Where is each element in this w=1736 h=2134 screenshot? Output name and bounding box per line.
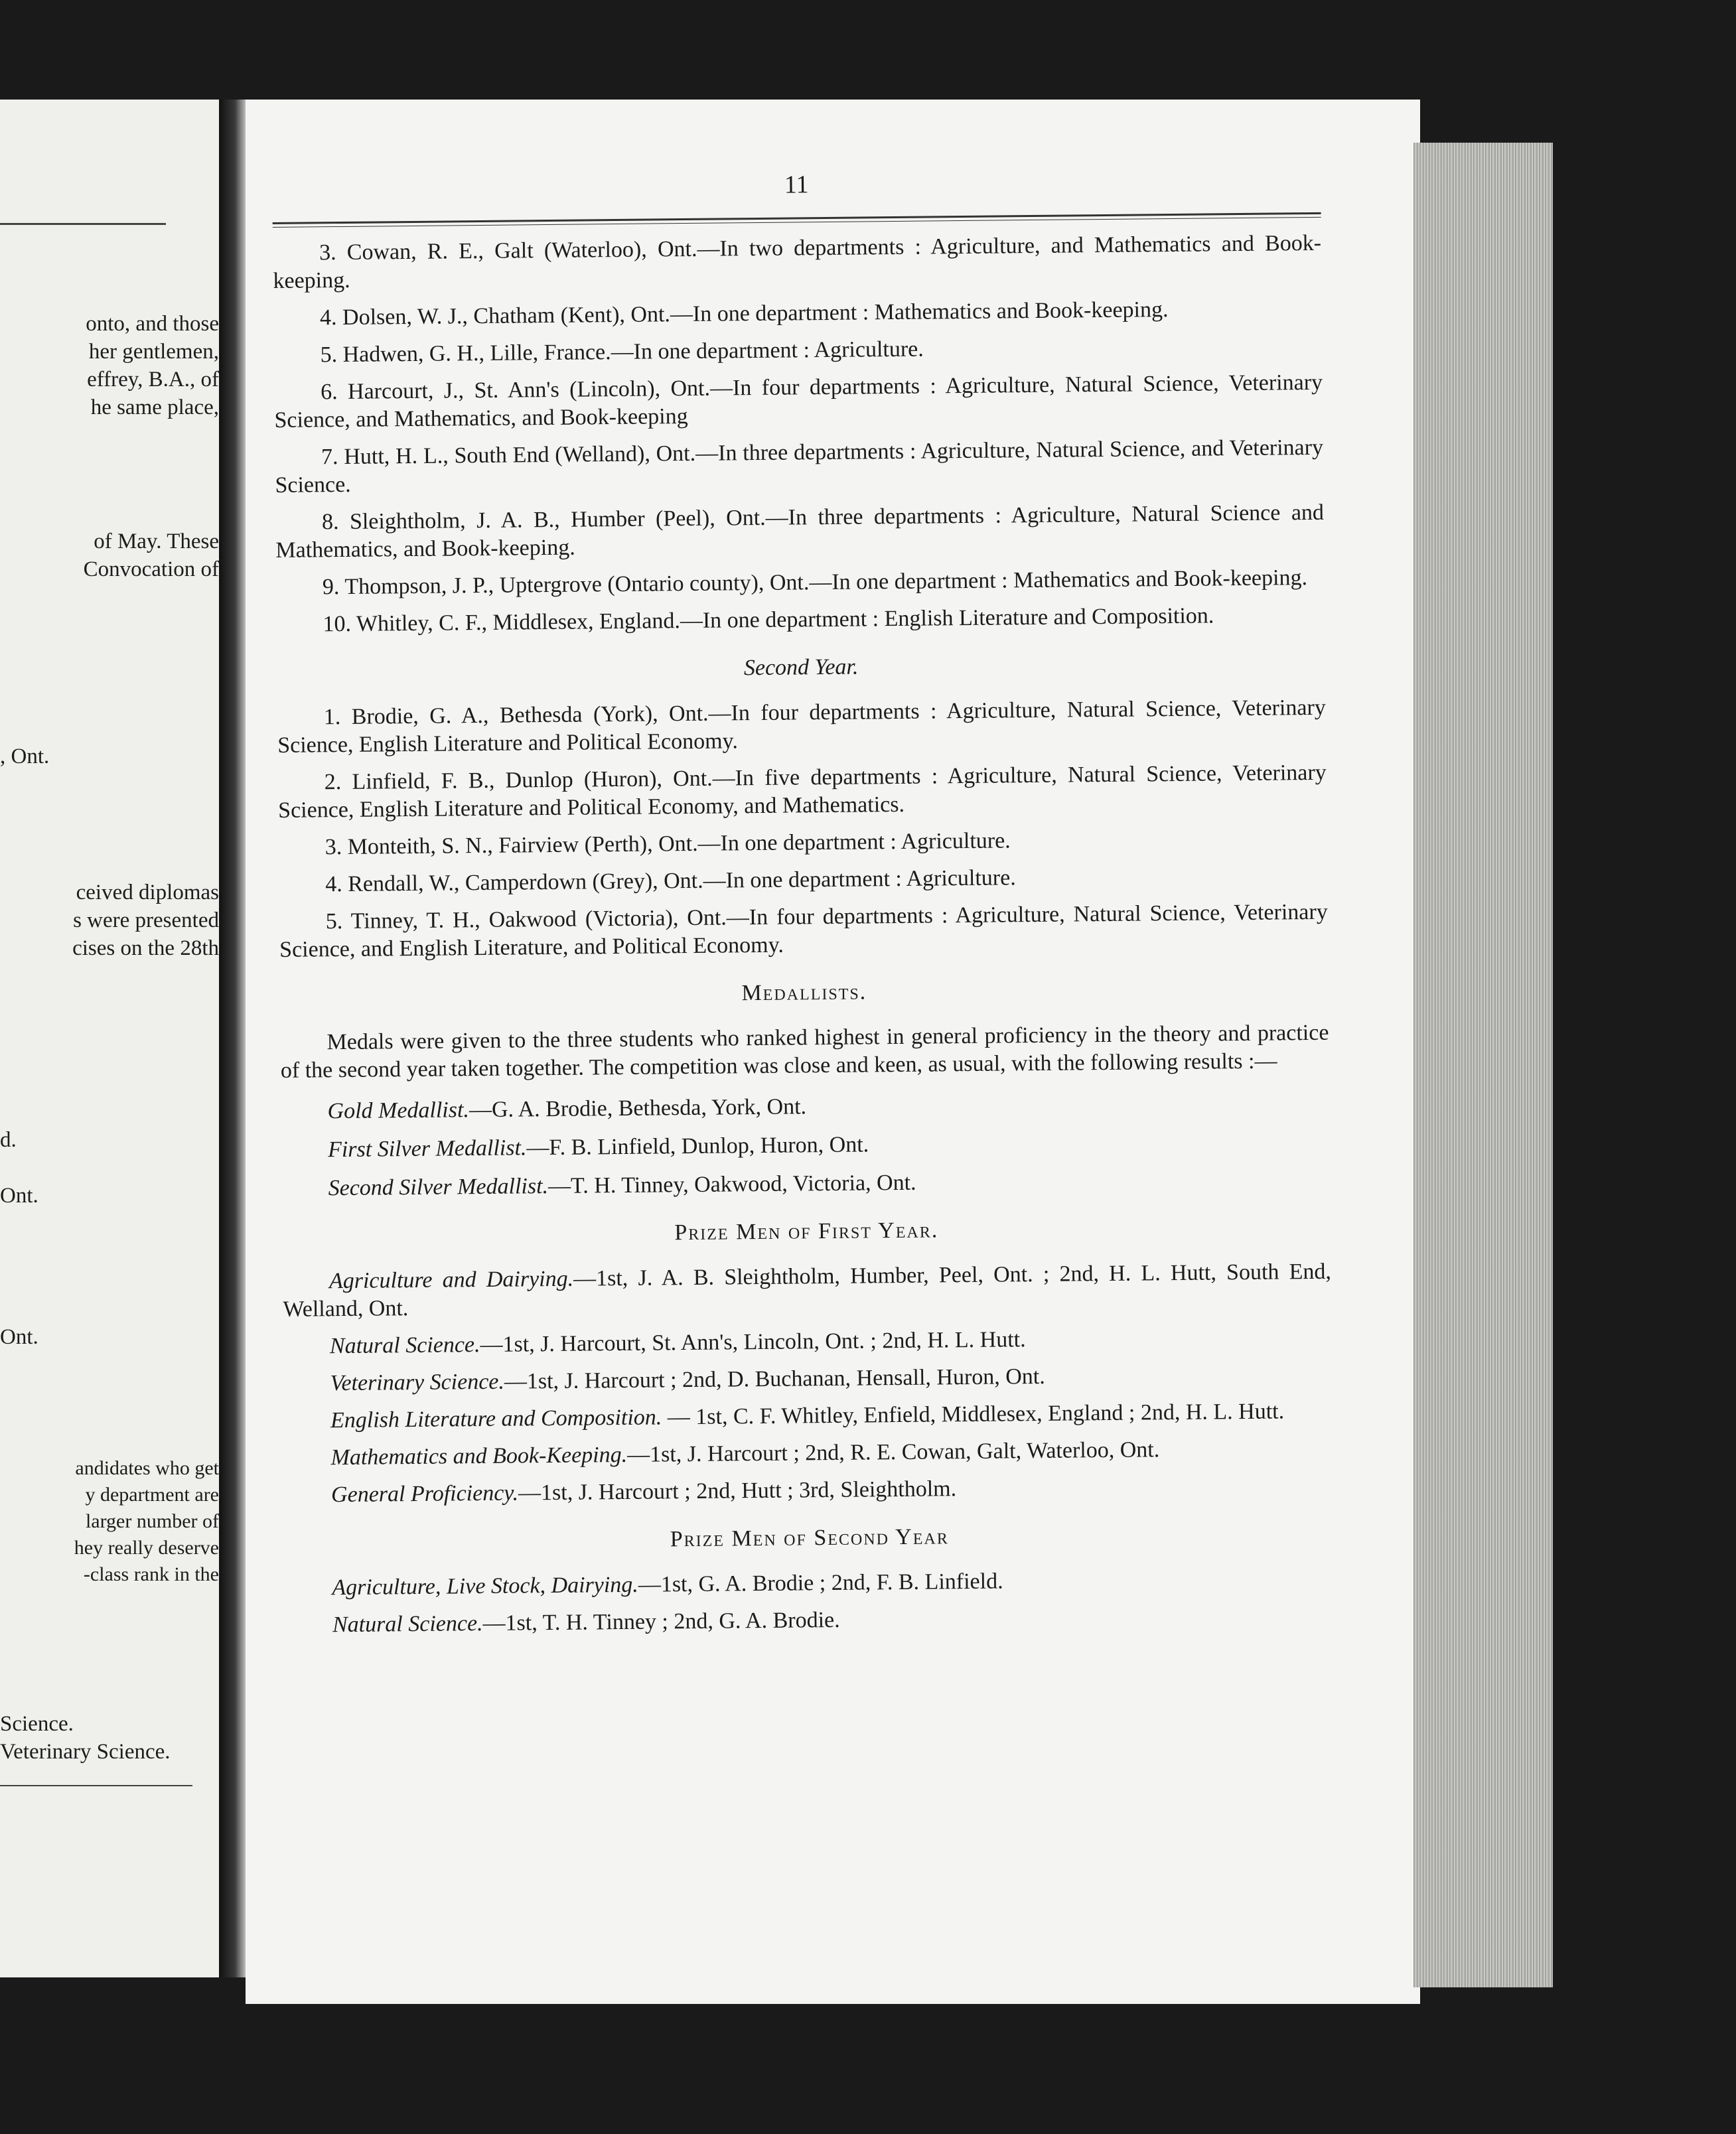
prize-row [283,1258,1332,1324]
left-fragment: -class rank in the [83,1563,219,1585]
list-item: 5. Tinney, T. H., Oakwood (Victoria), Ont.—In four departments : Agriculture, Natural Science, Veterinary Science, and English Literature, and Political Economy. [279,899,1328,962]
list-item: 6. Harcourt, J., St. Ann's (Lincoln), Ont.—In four departments : Agriculture, Natural Science, Veterinary Science, and Mathematics, and Book-keeping [274,370,1323,433]
prize-row [283,1323,1332,1361]
prize-row [284,1435,1333,1472]
prize-subject: Veterinary Science. [330,1369,505,1396]
left-fragment: onto, and those [86,312,219,336]
medal-label: Second Silver Medallist. [328,1174,549,1201]
medal-text: —G. A. Brodie, Bethesda, York, Ont. [469,1094,807,1123]
prize-subject: English Literature and Composition. [330,1405,662,1433]
prize-second-year-heading: Prize Men of Second Year [670,1524,949,1552]
left-fragment: he same place, [90,395,219,419]
left-fragment: Veterinary Science. [0,1740,171,1764]
left-fragment: Convocation of [83,557,219,581]
prize-winners: —1st, T. H. Tinney ; 2nd, G. A. Brodie. [482,1607,840,1636]
prize-second-year-list [285,1565,1335,1640]
left-facing-page [0,100,219,1977]
prize-subject: Natural Science. [332,1611,483,1638]
prize-first-year-list [283,1258,1333,1510]
prize-row [283,1360,1332,1398]
prize-subject: Natural Science. [329,1332,480,1359]
list-item: 3. Monteith, S. N., Fairview (Perth), Ont.—In one department : Agriculture. [325,828,1011,860]
prize-winners: —1st, J. Harcourt ; 2nd, R. E. Cowan, Galt, Waterloo, Ont. [626,1437,1160,1467]
page-number: 11 [784,171,809,199]
medal-text: —F. B. Linfield, Dunlop, Huron, Ont. [526,1132,869,1161]
header-rule [273,212,1321,228]
list-item: 1. Brodie, G. A., Bethesda (York), Ont.—In four departments : Agriculture, Natural Science, Veterinary Science, English Literature and Political Economy. [277,695,1326,758]
prize-row [285,1472,1333,1510]
prize-winners: —1st, G. A. Brodie ; 2nd, F. B. Linfield. [638,1569,1003,1597]
left-fragment: ceived diplomas [76,881,219,904]
left-footer-rule [0,1785,192,1786]
medallist-row [328,1165,1330,1202]
prize-winners: —1st, J. Harcourt, St. Ann's, Lincoln, Ont. ; 2nd, H. L. Hutt. [480,1327,1026,1358]
prize-row [286,1602,1335,1640]
list-item: 8. Sleightholm, J. A. B., Humber (Peel), Ont.—In three departments : Agriculture, Natural Science and Mathematics, and Book-keeping. [275,500,1325,563]
medallists-intro: Medals were given to the three students who ranked highest in general proficiency in the theory and practice of the second year taken together. The competition was close and keen, as usual, with the following results :— [280,1020,1329,1083]
prize-row [285,1565,1334,1602]
prize-row [284,1397,1333,1435]
medal-text: —T. H. Tinney, Oakwood, Victoria, Ont. [547,1170,916,1199]
medal-label: First Silver Medallist. [327,1135,527,1163]
prize-subject: Agriculture and Dairying. [328,1266,574,1294]
left-fragment: andidates who get [75,1457,219,1479]
prize-winners: —1st, J. Harcourt ; 2nd, Hutt ; 3rd, Sleightholm. [518,1476,957,1506]
medallist-row [328,1127,1330,1164]
left-fragment: her gentlemen, [88,340,219,364]
left-fragment: Ont. [0,1325,38,1349]
list-item: 3. Cowan, R. E., Galt (Waterloo), Ont.—In two departments : Agriculture, and Mathematics and Book-keeping. [273,230,1322,293]
left-fragment: , Ont. [0,745,50,768]
book-fore-edge [1413,143,1553,1987]
second-year-heading: Second Year. [743,654,859,681]
medallists-list [281,1088,1330,1203]
medal-label: Gold Medallist. [327,1098,470,1124]
medallist-row [327,1088,1329,1125]
left-fragment: d. [0,1128,17,1152]
left-fragment: hey really deserve [74,1537,219,1559]
medallists-heading: Medallists. [741,979,867,1006]
left-fragment: of May. These [94,530,219,553]
left-fragment: larger number of [85,1510,219,1532]
list-item: 4. Dolsen, W. J., Chatham (Kent), Ont.—In one department : Mathematics and Book-keeping. [319,297,1169,330]
prize-winners: — 1st, C. F. Whitley, Enfield, Middlesex, England ; 2nd, H. L. Hutt. [662,1399,1285,1430]
left-header-rule [0,223,166,225]
left-fragment: Ont. [0,1184,38,1208]
right-page [246,100,1420,2004]
list-item: 4. Rendall, W., Camperdown (Grey), Ont.—In one department : Agriculture. [325,865,1016,897]
book-gutter [219,100,246,1977]
prize-subject: Mathematics and Book-Keeping. [330,1442,628,1470]
list-item: 2. Linfield, F. B., Dunlop (Huron), Ont.—In five departments : Agriculture, Natural Science, Veterinary Science, English Literature and Political Economy, and Mathematics. [278,760,1327,823]
list-item: 7. Hutt, H. L., South End (Welland), Ont.—In three departments : Agriculture, Natural Science, and Veterinary Science. [275,435,1324,498]
list-item: 10. Whitley, C. F., Middlesex, England.—In one department : English Literature and Composition. [323,603,1214,637]
prize-subject: Agriculture, Live Stock, Dairying. [332,1572,639,1600]
first-year-list [273,230,1325,639]
second-year-list [277,694,1329,964]
prize-winners: —1st, J. Harcourt ; 2nd, D. Buchanan, Hensall, Huron, Ont. [504,1364,1045,1394]
page-text-block [272,166,1335,1649]
left-fragment: cises on the 28th [72,936,219,960]
list-item: 5. Hadwen, G. H., Lille, France.—In one department : Agriculture. [320,336,924,368]
left-fragment: effrey, B.A., of [87,368,219,391]
left-fragment: s were presented [73,908,219,932]
prize-first-year-heading: Prize Men of First Year. [674,1218,939,1245]
left-fragment: Science. [0,1712,74,1736]
list-item: 9. Thompson, J. P., Uptergrove (Ontario county), Ont.—In one department : Mathematics and Book-keeping. [322,565,1308,600]
prize-subject: General Proficiency. [330,1480,519,1508]
prize-winners: —1st, J. A. B. Sleightholm, Humber, Peel, Ont. ; 2nd, H. L. Hutt, South End, Welland, Ont. [283,1259,1332,1322]
left-fragment: y department are [85,1484,219,1506]
